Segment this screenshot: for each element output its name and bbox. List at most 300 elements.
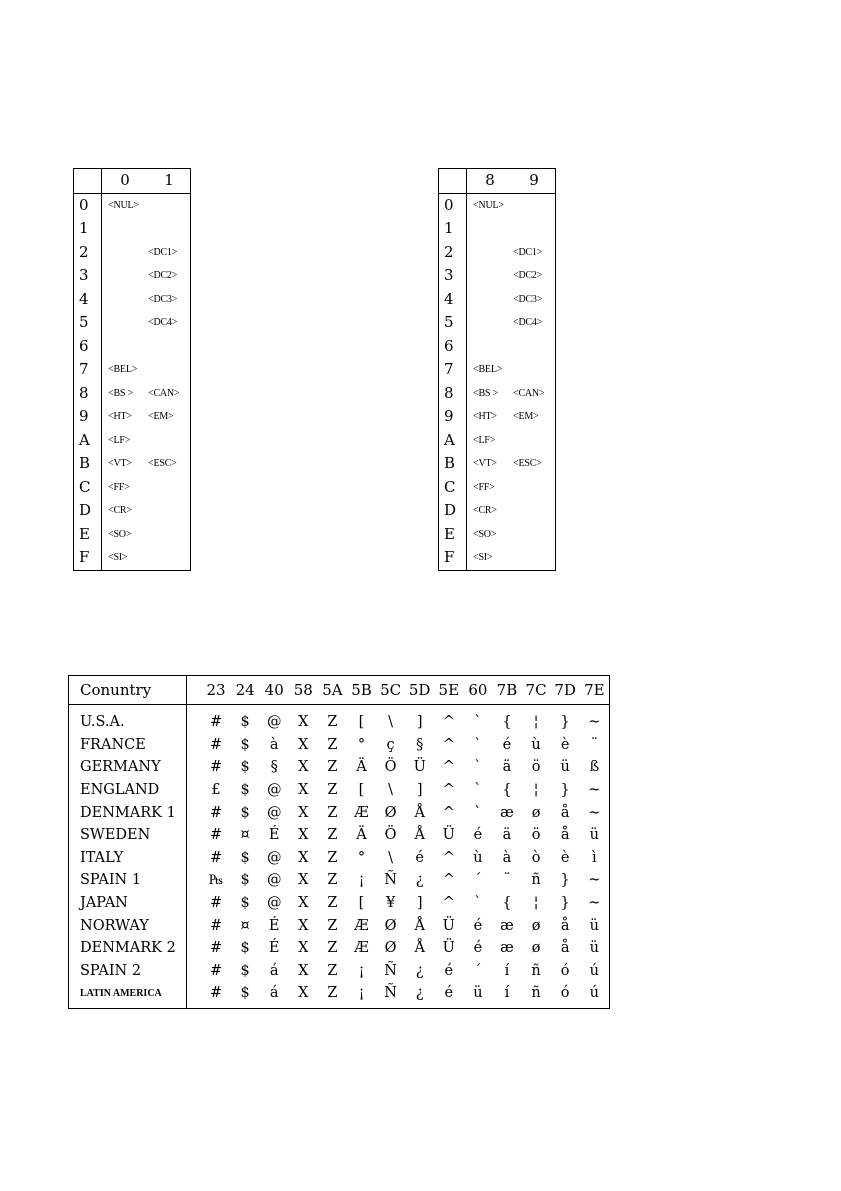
row-header: C (74, 476, 102, 500)
control-code-cell (102, 288, 149, 312)
character-cell: \ (388, 849, 394, 866)
character-cell: # (209, 849, 223, 866)
table-row (69, 914, 610, 937)
control-code-cell (102, 217, 149, 241)
character-cell: X (298, 872, 309, 889)
spacer-cell (187, 756, 202, 779)
character-cell: ´ (474, 872, 482, 889)
character-cell: [ (358, 895, 365, 912)
row-header: F (439, 546, 467, 570)
character-cell: ^ (442, 782, 455, 799)
character-cell: { (502, 782, 512, 799)
control-code-cell (513, 358, 556, 382)
character-cell: $ (240, 872, 250, 889)
character-cell: ^ (442, 872, 455, 889)
character-cell: X (298, 714, 309, 731)
control-code-cell (148, 546, 191, 570)
character-cell: ¦ (533, 782, 539, 799)
character-cell: ñ (531, 985, 541, 1002)
code-column-header: 24 (231, 676, 260, 705)
character-cell: # (209, 804, 223, 821)
character-cell: ü (589, 917, 600, 934)
character-cell: ç (386, 736, 395, 753)
character-cell: ~ (588, 782, 601, 799)
character-cell: ì (592, 849, 597, 866)
character-cell: X (298, 804, 309, 821)
character-cell: @ (266, 849, 282, 866)
row-header: A (74, 429, 102, 453)
table-row (74, 452, 191, 476)
table-row (439, 429, 556, 453)
character-cell: X (298, 940, 309, 957)
control-code-cell (102, 335, 149, 359)
character-cell: Z (327, 940, 338, 957)
character-cell: X (298, 782, 309, 799)
character-cell: ú (589, 985, 600, 1002)
character-cell: ¥ (385, 895, 396, 912)
table-row (439, 193, 556, 217)
control-code-cell (513, 193, 556, 217)
character-cell: Ü (442, 940, 455, 957)
row-header: A (439, 429, 467, 453)
character-cell: ^ (442, 895, 455, 912)
character-cell: ø (531, 940, 541, 957)
character-cell: ` (474, 736, 482, 753)
character-cell: # (209, 985, 223, 1002)
character-cell: ^ (442, 736, 455, 753)
character-cell: Æ (354, 940, 369, 957)
character-cell: æ (500, 940, 514, 957)
character-cell: $ (240, 759, 250, 776)
character-cell: ¤ (240, 827, 250, 844)
spacer-cell (187, 892, 202, 915)
table-row (439, 217, 556, 241)
control-code-cell: <CAN> (148, 387, 180, 399)
character-cell: é (415, 849, 424, 866)
character-cell: ü (473, 985, 483, 1002)
character-cell: å (560, 940, 570, 957)
row-header: E (439, 523, 467, 547)
control-code-cell: <BS > (108, 387, 134, 399)
table-row (69, 960, 610, 983)
control-code-table-left (73, 168, 191, 571)
character-cell: Ñ (384, 962, 397, 979)
character-cell: Æ (354, 804, 369, 821)
table-body (439, 193, 556, 570)
character-cell: ´ (474, 962, 482, 979)
control-code-cell: <DC1> (513, 246, 543, 258)
character-cell: ¡ (358, 872, 365, 889)
character-cell: í (504, 962, 510, 979)
character-cell: ó (560, 962, 570, 979)
control-code-cell: <SI> (473, 552, 493, 563)
code-column-header: 5D (405, 676, 434, 705)
country-name: SWEDEN (69, 824, 187, 847)
spacer-cell (187, 937, 202, 960)
control-code-cell (513, 546, 556, 570)
row-header: B (439, 452, 467, 476)
character-cell: [ (358, 714, 365, 731)
character-cell: $ (240, 782, 250, 799)
country-name: DENMARK 2 (69, 937, 187, 960)
character-cell: @ (266, 872, 282, 889)
character-cell: é (444, 985, 454, 1002)
control-code-cell: <SI> (108, 552, 128, 563)
character-cell: £ (211, 782, 221, 799)
table-row (74, 193, 191, 217)
control-code-cell: <BEL> (108, 364, 138, 375)
character-cell: ` (474, 895, 482, 912)
code-column-header: 5E (434, 676, 463, 705)
character-cell: æ (500, 804, 514, 821)
control-code-cell: <FF> (473, 481, 495, 493)
character-cell: ä (502, 759, 512, 776)
character-cell: \ (388, 714, 394, 731)
character-cell: ø (531, 917, 541, 934)
character-cell: ^ (442, 804, 455, 821)
character-cell: ¡ (358, 962, 365, 979)
code-column-header: 5C (376, 676, 405, 705)
control-code-cell (513, 429, 556, 453)
control-code-cell: <DC3> (148, 293, 178, 305)
character-cell: é (444, 962, 454, 979)
table-row (439, 288, 556, 312)
character-cell: Å (414, 804, 425, 821)
control-code-cell (148, 429, 191, 453)
control-code-cell: <BEL> (473, 364, 503, 375)
character-cell: ø (531, 804, 541, 821)
character-cell: Ñ (384, 985, 397, 1002)
control-code-cell (467, 288, 514, 312)
character-cell: X (298, 895, 309, 912)
character-cell: Ü (442, 917, 455, 934)
country-name: ITALY (69, 847, 187, 870)
character-cell: ¦ (533, 714, 539, 731)
table-row (439, 335, 556, 359)
row-header: D (74, 499, 102, 523)
table-row (74, 499, 191, 523)
character-cell: Æ (354, 917, 369, 934)
character-cell: # (209, 895, 223, 912)
control-code-cell: <VT> (108, 458, 132, 469)
character-cell: ü (589, 940, 600, 957)
control-code-cell: <VT> (473, 458, 497, 469)
character-cell: $ (240, 940, 250, 957)
control-code-cell: <CR> (108, 505, 132, 516)
table-row (69, 982, 610, 1008)
control-code-cell (148, 476, 191, 500)
code-column-header: 23 (201, 676, 230, 705)
character-cell: ¿ (415, 872, 424, 889)
spacer-cell (187, 676, 202, 705)
column-header: 0 (102, 169, 149, 194)
table-row (439, 241, 556, 265)
character-cell: X (298, 917, 309, 934)
character-cell: $ (240, 895, 250, 912)
character-cell: ñ (531, 872, 541, 889)
country-name: FRANCE (69, 734, 187, 757)
character-cell: Z (327, 872, 338, 889)
country-name: SPAIN 1 (69, 869, 187, 892)
table-body (74, 193, 191, 570)
character-cell: $ (240, 985, 250, 1002)
spacer-cell (187, 734, 202, 757)
control-code-cell: <DC2> (148, 270, 178, 281)
character-cell: ] (416, 782, 423, 799)
table-row (439, 264, 556, 288)
character-cell: ` (474, 714, 482, 731)
control-code-cell (467, 241, 514, 265)
code-column-header: 7B (492, 676, 521, 705)
character-cell: ] (416, 895, 423, 912)
control-code-cell (102, 311, 149, 335)
character-cell: ~ (588, 872, 601, 889)
character-cell: } (560, 895, 570, 912)
character-cell: ^ (442, 714, 455, 731)
control-code-cell: <CR> (473, 505, 497, 516)
character-cell: # (209, 827, 223, 844)
spacer-cell (187, 824, 202, 847)
country-name: JAPAN (69, 892, 187, 915)
character-cell: Å (414, 940, 425, 957)
row-header: 3 (74, 264, 102, 288)
character-cell: á (269, 985, 279, 1002)
character-cell: å (560, 827, 570, 844)
table-row (74, 382, 191, 406)
character-cell: ` (474, 759, 482, 776)
control-code-cell: <EM> (513, 411, 539, 422)
country-name: SPAIN 2 (69, 960, 187, 983)
country-name: DENMARK 1 (69, 801, 187, 824)
country-column-header: Conuntry (69, 676, 187, 705)
row-header: 5 (439, 311, 467, 335)
table-row (69, 869, 610, 892)
character-cell: å (560, 917, 570, 934)
control-code-table-right (438, 168, 556, 571)
table-row (439, 523, 556, 547)
character-cell: $ (240, 804, 250, 821)
row-header: E (74, 523, 102, 547)
character-cell: @ (266, 895, 282, 912)
control-code-cell: <EM> (148, 411, 174, 422)
character-cell: ¡ (358, 985, 365, 1002)
character-cell: X (298, 736, 309, 753)
spacer-cell (187, 914, 202, 937)
character-cell: Ü (413, 759, 426, 776)
character-cell: ° (357, 736, 366, 753)
row-header: 7 (74, 358, 102, 382)
control-code-cell: <DC1> (148, 246, 178, 258)
control-code-cell: <BS > (473, 387, 499, 399)
character-cell: ¦ (533, 895, 539, 912)
control-code-cell: <DC4> (148, 317, 178, 328)
code-column-header: 5B (347, 676, 376, 705)
control-code-cell (148, 358, 191, 382)
country-name: GERMANY (69, 756, 187, 779)
character-cell: } (560, 872, 570, 889)
control-code-cell: <SO> (473, 528, 497, 540)
character-cell: ] (416, 714, 423, 731)
character-cell: ù (473, 849, 483, 866)
character-cell: X (298, 849, 309, 866)
character-cell: Z (327, 827, 338, 844)
control-code-cell: <LF> (108, 434, 131, 446)
table-row (69, 756, 610, 779)
control-code-cell: <LF> (473, 434, 496, 446)
control-code-cell: <ESC> (513, 458, 542, 469)
table-row (74, 311, 191, 335)
table-row (69, 801, 610, 824)
row-header: 2 (74, 241, 102, 265)
table-row (74, 429, 191, 453)
character-cell: Ö (384, 827, 397, 844)
character-cell: ó (560, 985, 570, 1002)
character-cell: X (298, 827, 309, 844)
table-row (74, 476, 191, 500)
control-code-cell (467, 217, 514, 241)
table-row (69, 937, 610, 960)
character-cell: ¨ (590, 736, 598, 753)
spacer-cell (187, 869, 202, 892)
code-column-header: 7D (551, 676, 580, 705)
control-code-cell (148, 335, 191, 359)
character-cell: ü (560, 759, 570, 776)
control-code-cell (148, 523, 191, 547)
character-cell: X (298, 962, 309, 979)
row-header: 7 (439, 358, 467, 382)
spacer-cell (187, 960, 202, 983)
row-header: 8 (74, 382, 102, 406)
character-cell: Ö (384, 759, 397, 776)
character-cell: Ä (356, 759, 367, 776)
code-column-header: 7E (580, 676, 610, 705)
table-row (69, 824, 610, 847)
character-cell: X (298, 985, 309, 1002)
table-row (74, 241, 191, 265)
character-cell: ö (531, 827, 541, 844)
character-cell: ° (357, 849, 366, 866)
control-code-cell (513, 217, 556, 241)
character-cell: ` (474, 782, 482, 799)
character-cell: ` (474, 804, 482, 821)
character-cell: # (209, 714, 223, 731)
character-cell: Z (327, 759, 338, 776)
character-cell: Z (327, 895, 338, 912)
row-header: 2 (439, 241, 467, 265)
row-header: B (74, 452, 102, 476)
control-code-cell: <FF> (108, 481, 130, 493)
table-row (439, 546, 556, 570)
character-cell: Å (414, 827, 425, 844)
country-name: NORWAY (69, 914, 187, 937)
character-cell: $ (240, 962, 250, 979)
character-cell: ä (502, 827, 512, 844)
character-cell: Z (327, 714, 338, 731)
character-cell: à (502, 849, 512, 866)
code-column-header: 60 (463, 676, 492, 705)
column-header: 9 (513, 169, 556, 194)
control-code-cell (148, 193, 191, 217)
character-cell: Ø (384, 804, 397, 821)
character-cell: á (269, 962, 279, 979)
row-header: 5 (74, 311, 102, 335)
row-header: C (439, 476, 467, 500)
character-cell: è (560, 736, 570, 753)
table-row (439, 405, 556, 429)
row-header: 9 (74, 405, 102, 429)
character-cell: ò (531, 849, 541, 866)
character-cell: å (560, 804, 570, 821)
character-cell: Z (327, 736, 338, 753)
character-cell: è (560, 849, 570, 866)
character-cell: [ (358, 782, 365, 799)
character-cell: } (560, 782, 570, 799)
character-cell: à (269, 736, 279, 753)
character-cell: ~ (588, 714, 601, 731)
character-cell: X (298, 759, 309, 776)
corner-cell (439, 169, 467, 194)
row-header: 1 (74, 217, 102, 241)
character-cell: Z (327, 849, 338, 866)
column-header: 8 (467, 169, 514, 194)
table-row (74, 546, 191, 570)
column-header: 1 (148, 169, 191, 194)
control-code-cell (102, 241, 149, 265)
code-column-header: 58 (289, 676, 318, 705)
row-header: 4 (74, 288, 102, 312)
table-row (69, 779, 610, 802)
code-column-header: 7C (522, 676, 551, 705)
character-cell: # (209, 940, 223, 957)
table-row (74, 335, 191, 359)
control-code-cell (148, 499, 191, 523)
control-code-cell: <HT> (473, 411, 497, 422)
table-row (439, 476, 556, 500)
table-row (74, 217, 191, 241)
spacer-cell (187, 847, 202, 870)
table-row (439, 311, 556, 335)
character-cell: { (502, 714, 512, 731)
row-header: 0 (439, 193, 467, 217)
character-cell: $ (240, 849, 250, 866)
character-cell: ñ (531, 962, 541, 979)
character-cell: Z (327, 782, 338, 799)
row-header: 9 (439, 405, 467, 429)
table-row (69, 892, 610, 915)
character-cell: @ (266, 714, 282, 731)
control-code-cell (467, 335, 514, 359)
character-cell: @ (266, 782, 282, 799)
character-cell: } (560, 714, 570, 731)
control-code-cell (513, 523, 556, 547)
character-cell: Z (327, 804, 338, 821)
character-cell: é (473, 940, 483, 957)
character-cell: ¤ (240, 917, 250, 934)
character-cell: # (209, 962, 223, 979)
character-cell: # (209, 736, 223, 753)
control-code-cell (102, 264, 149, 288)
control-code-cell (467, 264, 514, 288)
code-column-header: 40 (260, 676, 289, 705)
character-cell: é (473, 827, 483, 844)
control-code-cell: <SO> (108, 528, 132, 540)
character-cell: Z (327, 985, 338, 1002)
table-row (69, 847, 610, 870)
table-row (74, 405, 191, 429)
character-cell: é (502, 736, 512, 753)
character-cell: @ (266, 804, 282, 821)
row-header: 8 (439, 382, 467, 406)
